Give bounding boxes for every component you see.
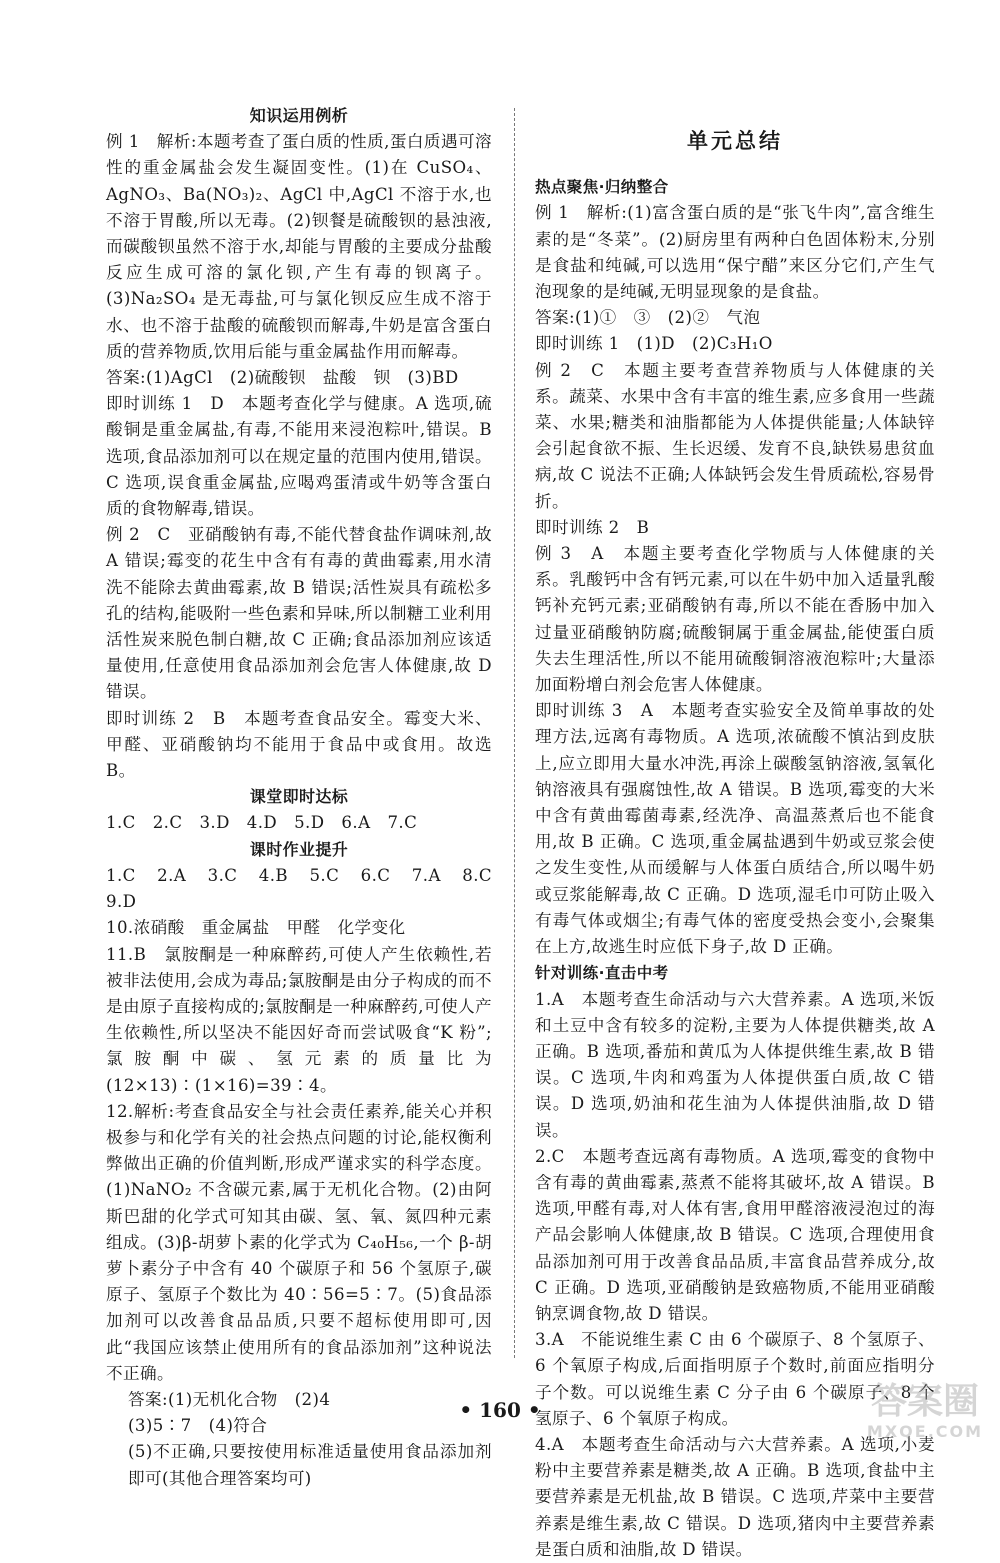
page-number: • 160 • xyxy=(459,1398,541,1422)
item-12: 12.解析:考查食品安全与社会责任素养,能关心并积极参与和化学有关的社会热点问题的讨论,能权衡利弊做出正确的价值判断,形成严谨求实的科学态度。(1)NaNO₂ 不含碳元素,属于无机化合物。(2)由阿斯巴甜的化学式可知其由碳、氢、氧、氮四种元素组成。(3)β-胡萝卜素的化学式为 C₄₀H₅₆,一个 β-胡萝卜素分子中含有 40 个碳原子和 56 个氢原子,碳原子、氢原子个数比为 40∶56=5∶7。(5)食品添加剂可以改善食品品质,只要不超标使用即可,因此“我国应该禁止使用所有的食品添加剂”这种说法不正确。 xyxy=(106,1101,492,1383)
section-heading: 知识运用例析 xyxy=(249,106,349,125)
watermark-text: MXQE.COM xyxy=(866,1422,984,1441)
item-10: 10.浓硝酸 重金属盐 甲醛 化学变化 xyxy=(106,918,406,938)
answers-list: 1.C 2.A 3.C 4.B 5.C 6.C 7.A 8.C 9.D xyxy=(106,865,509,912)
example-1: 例 1 解析:(1)富含蛋白质的是“张飞牛肉”,富含维生素的是“冬菜”。(2)厨房里有两种白色固体粉末,分别是食盐和纯碱,可以选用“保宁醋”来区分它们,产生气泡现象的是纯碱,无明显现象的是食盐。 xyxy=(535,203,935,302)
answers-list: 1.C 2.C 3.D 4.D 5.D 6.A 7.C xyxy=(106,813,418,833)
right-column xyxy=(535,120,935,1563)
section-heading: 热点聚焦·归纳整合 xyxy=(535,178,669,197)
exam-item-3: 3.A 不能说维生素 C 由 6 个碳原子、8 个氢原子、6 个氧原子构成,后面指明原子个数时,前面应指明分子个数。可以说维生素 C 分子由 6 个碳原子、8 个氢原子、6 个氧原子构成。 xyxy=(535,1330,935,1428)
exam-item-1: 1.A 本题考查生命活动与六大营养素。A 选项,米饭和土豆中含有较多的淀粉,主要为人体提供糖类,故 A 正确。B 选项,番茄和黄瓜为人体提供维生素,故 B 错误。C 选项,牛肉和鸡蛋为人体提供蛋白质,故 C 错误。D 选项,奶油和花生油为人体提供油脂,故 D 错误。 xyxy=(535,989,935,1140)
section-heading: 课堂即时达标 xyxy=(249,787,349,807)
answer-1: 答案:(1)① ③ (2)② 气泡 xyxy=(535,308,761,328)
watermark-mark: 答案圈 xyxy=(870,1381,979,1422)
practice-1: 即时训练 1 (1)D (2)C₃H₁O xyxy=(535,334,773,354)
answer-12: (5)不正确,只要按使用标准适量使用食品添加剂即可(其他合理答案均可) xyxy=(128,1442,492,1488)
item-11: 11.B 氯胺酮是一种麻醉药,可使人产生依赖性,若被非法使用,会成为毒品;氯胺酮是由分子构成的而不是由原子直接构成的;氯胺酮是一种麻醉药,可使人产生依赖性,所以坚决不能因好奇而尝试吸食“K 粉”;氯胺酮中碳、氢元素的质量比为(12×13)∶(1×16)=39∶4。 xyxy=(106,944,492,1095)
section-heading: 针对训练·直击中考 xyxy=(535,964,669,983)
answer-1: 答案:(1)AgCl (2)硫酸钡 盐酸 钡 (3)BD xyxy=(106,368,459,388)
example-2: 例 2 C 本题主要考查营养物质与人体健康的关系。蔬菜、水果中含有丰富的维生素,应多食用一些蔬菜、水果;糖类和油脂都能为人体提供能量;人体缺锌会引起食欲不振、生长迟缓、发育不良,缺铁易患贫血病,故 C 说法不正确;人体缺钙会发生骨质疏松,容易骨折。 xyxy=(535,360,935,511)
exam-item-4: 4.A 本题考查生命活动与六大营养素。A 选项,小麦粉中主要营养素是糖类,故 A 正确。B 选项,食盐中主要营养素是无机盐,故 B 错误。C 选项,芹菜中主要营养素是维生素,故 C 错误。D 选项,猪肉中主要营养素是蛋白质和油脂,故 D 错误。 xyxy=(535,1434,935,1559)
exam-item-2: 2.C 本题考查远离有毒物质。A 选项,霉变的食物中含有毒的黄曲霉素,蒸煮不能将其破坏,故 A 错误。B 选项,甲醛有毒,对人体有害,食用甲醛溶液浸泡过的海产品会影响人体健康,故 B 错误。C 选项,合理使用食品添加剂可用于改善食品品质,丰富食品营养成分,故 C 正确。D 选项,亚硝酸钠是致癌物质,不能用亚硝酸钠烹调食物,故 D 错误。 xyxy=(535,1146,935,1323)
practice-1: 即时训练 1 D 本题考查化学与健康。A 选项,硫酸铜是重金属盐,有毒,不能用来浸泡粽叶,错误。B 选项,食品添加剂可以在规定量的范围内使用,错误。C 选项,误食重金属盐,应喝鸡蛋清或牛奶等含蛋白质的食物解毒,错误。 xyxy=(106,394,492,519)
practice-2: 即时训练 2 B xyxy=(535,517,650,537)
section-heading: 课时作业提升 xyxy=(249,839,349,859)
practice-3: 即时训练 3 A 本题考查实验安全及简单事故的处理方法,远离有毒物质。A 选项,浓硫酸不慎沾到皮肤上,应立即用大量水冲洗,再涂上碳酸氢钠溶液,氢氧化钠溶液具有强腐蚀性,故 A 错误。B 选项,霉变的大米中含有黄曲霉菌毒素,经洗净、高温蒸煮后也不能食用,故 B 正确。C 选项,重金属盐遇到牛奶或豆浆会使之发生变性,从而缓解与人体蛋白质结合,所以喝牛奶或豆浆能解毒,故 C 正确。D 选项,湿毛巾可防止吸入有毒气体或烟尘;有毒气体的密度受热会变小,会聚集在上方,故逃生时应低下身子,故 D 正确。 xyxy=(535,701,935,957)
practice-2: 即时训练 2 B 本题考查食品安全。霉变大米、甲醛、亚硝酸钠均不能用于食品中或食用。故选 B。 xyxy=(106,708,492,781)
watermark-logo xyxy=(860,1382,990,1448)
unit-summary-title: 单元总结 xyxy=(687,129,783,153)
example-2: 例 2 C 亚硝酸钠有毒,不能代替食盐作调味剂,故 A 错误;霉变的花生中含有有毒的黄曲霉素,用水清洗不能除去黄曲霉素,故 B 错误;活性炭具有疏松多孔的结构,能吸附一些色素和异味,所以制糖工业利用活性炭来脱色制白糖,故 C 正确;食品添加剂应该适量使用,任意使用食品添加剂会危害人体健康,故 D 错误。 xyxy=(106,525,492,702)
answer-12: 答案:(1)无机化合物 (2)4 xyxy=(128,1389,331,1409)
column-divider xyxy=(514,108,515,1358)
answer-12: (3)5∶7 (4)符合 xyxy=(128,1416,268,1436)
example-3: 例 3 A 本题主要考查化学物质与人体健康的关系。乳酸钙中含有钙元素,可以在牛奶中加入适量乳酸钙补充钙元素;亚硝酸钠有毒,所以不能在香肠中加入过量亚硝酸钠防腐;硫酸铜属于重金属盐,能使蛋白质失去生理活性,所以不能用硫酸铜溶液泡粽叶;大量添加面粉增白剂会危害人体健康。 xyxy=(535,544,935,695)
example-1: 例 1 解析:本题考查了蛋白质的性质,蛋白质遇可溶性的重金属盐会发生凝固变性。(1)在 CuSO₄、AgNO₃、Ba(NO₃)₂、AgCl 中,AgCl 不溶于水,也不溶于胃酸,所以无毒。(2)钡餐是硫酸钡的悬浊液,而碳酸钡虽然不溶于水,却能与胃酸的主要成分盐酸反应生成可溶的氯化钡,产生有毒的钡离子。(3)Na₂SO₄ 是无毒盐,可与氯化钡反应生成不溶于水、也不溶于盐酸的硫酸钡而解毒,牛奶是富含蛋白质的营养物质,饮用后能与重金属盐作用而解毒。 xyxy=(106,132,492,361)
